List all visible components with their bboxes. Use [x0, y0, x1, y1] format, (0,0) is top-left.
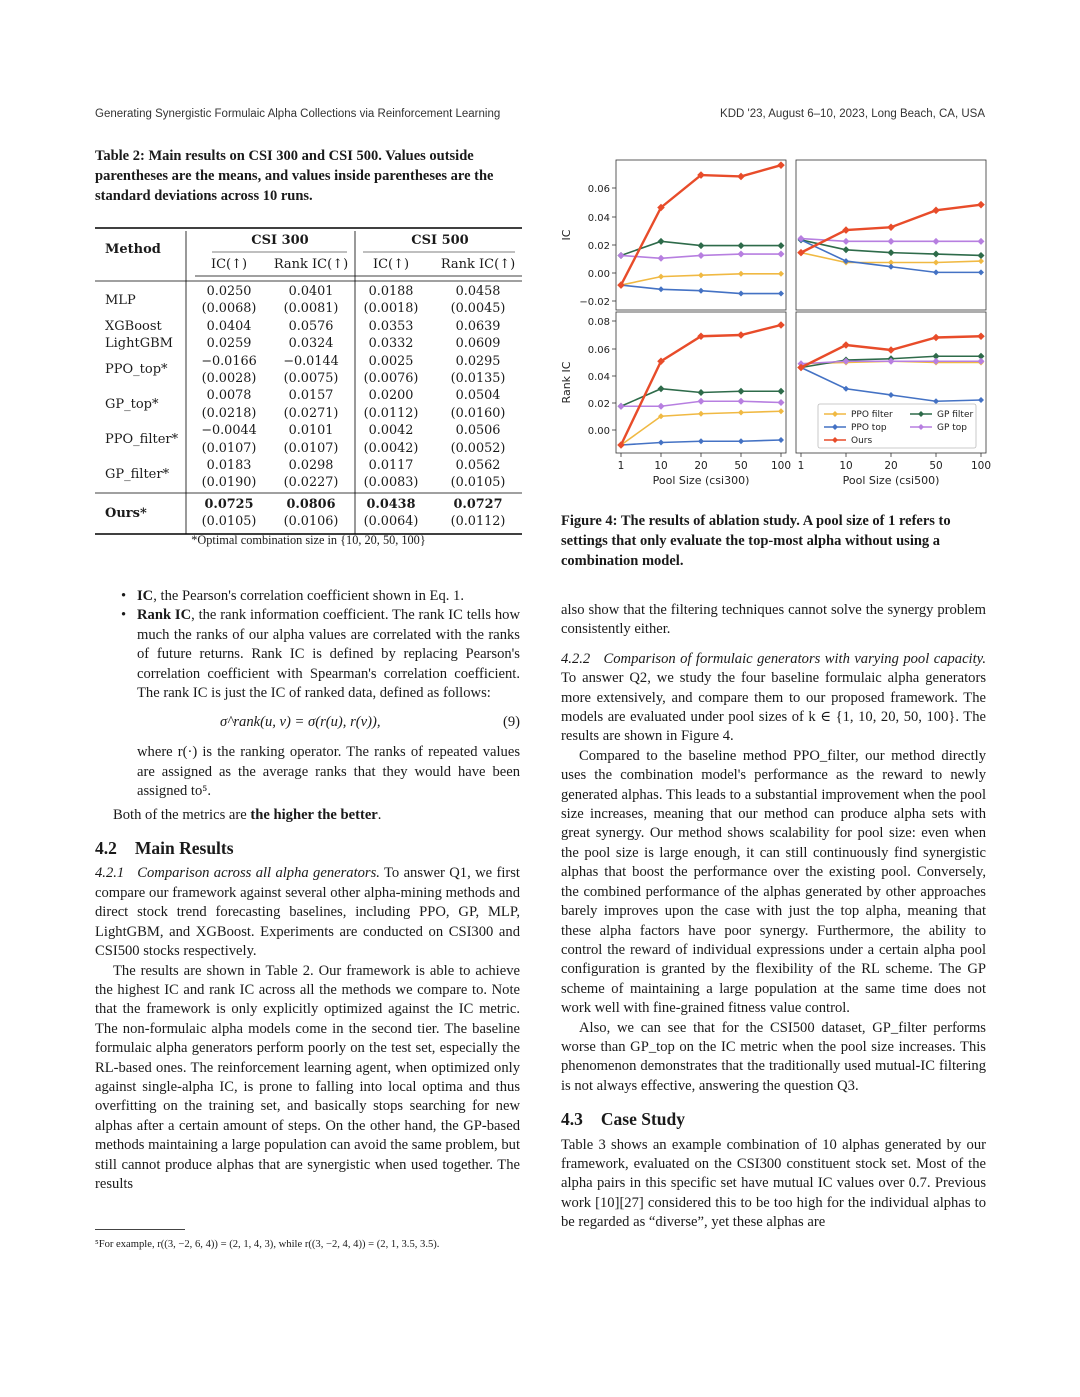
table-std-cell: (0.0218) [201, 405, 257, 421]
data-point [658, 286, 664, 292]
table-mean-cell: 0.0101 [288, 423, 334, 439]
x-tick-label: 50 [734, 460, 748, 472]
table-mean-cell: 0.0727 [453, 496, 503, 512]
series-line-ours [621, 165, 781, 285]
table-std-cell: (0.0076) [363, 371, 419, 386]
table-mean-cell: 0.0250 [206, 284, 252, 299]
data-point [658, 238, 665, 245]
table-method-cell: PPO_filter* [105, 431, 179, 447]
table-method-cell: XGBoost [105, 318, 162, 334]
table-std-cell: (0.0075) [283, 371, 339, 386]
table-subheader-ic-300: IC(↑) [210, 257, 248, 272]
data-point [737, 173, 745, 181]
table-std-cell: (0.0105) [201, 514, 257, 530]
data-point [698, 252, 705, 259]
table-mean-cell: 0.0295 [455, 353, 501, 369]
y-tick-label: 0.00 [587, 269, 610, 280]
table-method-cell: GP_filter* [105, 466, 170, 482]
data-point [977, 201, 985, 209]
data-point [778, 399, 785, 406]
table-mean-cell: 0.0576 [288, 318, 334, 334]
data-point [658, 274, 664, 280]
para-4-2-2: 4.2.2 Comparison of formulaic generators with varying pool capacity. To answer Q2, we study the four baseline formulaic alpha generators more extensively, and compare them to our proposed framework. The models are evaluated under pool sizes of k ∈ {1, 10, 20, 50, 100}. The results are shown in Figure 4. [561, 650, 986, 745]
data-point [933, 238, 940, 245]
table-std-cell: (0.0045) [450, 301, 506, 317]
data-point [932, 334, 940, 342]
metrics-line: Both of the metrics are the higher the better. [113, 806, 382, 823]
table-header-csi300: CSI 300 [251, 233, 309, 248]
x-tick-label: 1 [617, 460, 625, 472]
right-column [561, 601, 986, 1233]
data-point [933, 269, 939, 275]
table-header-csi500: CSI 500 [411, 233, 469, 248]
table-mean-cell: 0.0504 [455, 388, 501, 404]
legend-label: Ours [851, 436, 873, 446]
data-point [978, 358, 985, 365]
table-mean-cell: 0.0078 [206, 388, 252, 404]
table-mean-cell: 0.0025 [368, 353, 414, 369]
data-point [778, 291, 784, 297]
data-point [698, 288, 704, 294]
ablation-chart [556, 155, 991, 495]
x-tick-label: 100 [970, 460, 991, 472]
data-point [698, 398, 705, 405]
para-ppo-filter-compare: Compared to the baseline method PPO_filter, our method directly uses the combination model's performance as the reward to newly generated alphas. This leads to a substantial improvement when the pool size increases, meaning that our method can produce alpha sets with great synergy. Our method shows scalability for pool size: even when the pool size is large enough, it can still continuously find synergistic alphas that boost the performance over the existing pool. Conversely, the combined performance of the alphas generated by other approaches barely improves upon the case with just the top alpha, meaning that these alpha factors have poor synergy. Furthermore, the ability to control the reward of individual expressions under a certain alpha pool configuration is granted by the flexibility of the RL scheme. The GP scheme of maintaining a large population at the same time does not work well with fine-grained fitness value control. [561, 747, 986, 1017]
table-std-cell: (0.0107) [283, 440, 339, 456]
table-header-method: Method [105, 242, 161, 257]
data-point [778, 251, 785, 258]
data-point [738, 388, 745, 395]
table-mean-cell: 0.0806 [286, 496, 336, 512]
table-std-cell: (0.0068) [201, 301, 257, 317]
y-tick-label: 0.04 [587, 372, 610, 383]
data-point [698, 411, 704, 417]
table-method-cell: GP_top* [105, 397, 159, 413]
data-point [978, 397, 984, 403]
section-4-3-heading: 4.3 Case Study [561, 1109, 685, 1130]
equation-9 [95, 703, 520, 743]
data-point [933, 251, 940, 258]
data-point [698, 272, 704, 278]
table-mean-cell: 0.0639 [455, 318, 501, 334]
table-std-cell: (0.0083) [363, 475, 419, 491]
after-equation-text: where r(·) is the ranking operator. The ranks of repeated values are assigned as the average ranks that they would have been assigned to⁵. [137, 744, 520, 800]
footnote-rule [95, 1229, 185, 1230]
data-point [978, 269, 984, 275]
table-mean-cell: 0.0609 [455, 336, 501, 352]
equation-body: σ^rank(u, v) = σ(r(u), r(v)), [220, 714, 381, 731]
data-point [978, 258, 984, 264]
data-point [933, 358, 940, 365]
table-mean-cell: 0.0332 [368, 336, 414, 352]
data-point [618, 403, 625, 410]
table-mean-cell: 0.0188 [368, 284, 414, 299]
legend-label: GP filter [937, 410, 974, 420]
data-point [887, 223, 895, 231]
data-point [843, 358, 850, 365]
figure-4 [556, 155, 991, 495]
data-point [738, 291, 744, 297]
table-mean-cell: −0.0044 [201, 423, 257, 439]
table-method-cell: LightGBM [105, 336, 173, 352]
data-point [933, 260, 939, 266]
table-subheader-rankic-500: Rank IC(↑) [440, 257, 516, 272]
left-column [95, 587, 520, 1194]
table-mean-cell: 0.0401 [288, 284, 334, 299]
table-std-cell: (0.0081) [283, 301, 339, 317]
table-std-cell: (0.0028) [201, 371, 257, 386]
table-mean-cell: 0.0183 [206, 458, 252, 473]
para-gp-filter: Also, we can see that for the CSI500 dataset, GP_filter performs worse than GP_top on the IC metric when the pool size increases. This phenomenon demonstrates that the traditionally used mutual-IC filtering is not always effective, answering the question Q3. [561, 1019, 986, 1094]
table-mean-cell: 0.0117 [368, 458, 414, 473]
table-mean-cell: 0.0259 [206, 336, 252, 352]
y-tick-label: 0.06 [587, 345, 610, 356]
table-std-cell: (0.0135) [450, 371, 506, 386]
y-tick-label: 0.06 [587, 184, 610, 195]
data-point [738, 242, 745, 249]
table-footnote: *Optimal combination size in {10, 20, 50, 100} [191, 533, 426, 547]
table-std-cell: (0.0106) [283, 514, 339, 530]
table-std-cell: (0.0271) [283, 405, 339, 421]
table-mean-cell: 0.0562 [455, 458, 501, 473]
data-point [843, 386, 849, 392]
x-tick-label: 10 [839, 460, 853, 472]
table-std-cell: (0.0160) [450, 405, 506, 421]
table-mean-cell: 0.0353 [368, 318, 414, 334]
table-method-cell: Ours* [105, 505, 147, 521]
table-std-cell: (0.0064) [363, 514, 419, 530]
data-point [618, 252, 625, 259]
table-mean-cell: 0.0324 [288, 336, 334, 352]
legend-label: PPO filter [851, 410, 893, 420]
data-point [888, 392, 894, 398]
table-mean-cell: 0.0438 [366, 496, 416, 512]
data-point [933, 398, 939, 404]
x-tick-label: 1 [797, 460, 805, 472]
data-point [778, 242, 785, 249]
legend-label: PPO top [851, 423, 887, 433]
data-point [698, 438, 704, 444]
y-tick-label: 0.08 [587, 317, 610, 328]
y-axis-label: IC [560, 229, 573, 241]
data-point [887, 346, 895, 354]
data-point [778, 437, 784, 443]
table-mean-cell: 0.0404 [206, 318, 252, 334]
data-point [738, 251, 745, 258]
x-axis-label: Pool Size (csi300) [652, 474, 750, 487]
data-point [977, 332, 985, 340]
table-std-cell: (0.0190) [201, 475, 257, 491]
running-header-venue: KDD '23, August 6–10, 2023, Long Beach, CA, USA [720, 108, 985, 120]
data-point [738, 410, 744, 416]
table-std-cell: (0.0018) [363, 301, 419, 317]
table-mean-cell: 0.0506 [455, 423, 501, 439]
table-mean-cell: 0.0200 [368, 388, 414, 404]
y-tick-label: 0.00 [587, 426, 610, 437]
table-mean-cell: −0.0166 [201, 353, 257, 369]
table-mean-cell: 0.0458 [455, 284, 501, 299]
table-mean-cell: −0.0144 [283, 353, 339, 369]
footnote-5: ⁵For example, r((3, −2, 6, 4)) = (2, 1, 4, 3), while r((3, −2, 4, 4)) = (2, 1, 3.5, 3.5). [95, 1239, 440, 1250]
table-method-cell: PPO_top* [105, 362, 168, 378]
data-point [888, 264, 894, 270]
x-axis-label: Pool Size (csi500) [842, 474, 940, 487]
chart-panel-frame [796, 160, 986, 310]
table-std-cell: (0.0105) [450, 475, 506, 491]
legend-label: GP top [937, 423, 968, 433]
table-std-cell: (0.0107) [201, 440, 257, 456]
data-point [777, 161, 785, 169]
data-point [738, 398, 745, 405]
data-point [698, 389, 705, 396]
y-tick-label: 0.02 [587, 241, 610, 252]
bullet-ic: • IC, the Pearson's correlation coefficient shown in Eq. 1. [115, 587, 520, 606]
data-point [778, 408, 784, 414]
data-point [658, 255, 665, 262]
table-subheader-ic-500: IC(↑) [372, 257, 410, 272]
table-caption: Table 2: Main results on CSI 300 and CSI 500. Values outside parentheses are the means, and values inside parentheses are the standard deviations across 10 runs. [95, 148, 494, 204]
table-std-cell: (0.0052) [450, 440, 506, 456]
data-point [932, 207, 940, 215]
x-tick-label: 100 [770, 460, 792, 472]
data-point [658, 403, 665, 410]
data-point [888, 238, 895, 245]
data-point [978, 252, 985, 259]
data-point [658, 385, 665, 392]
data-point [738, 438, 744, 444]
section-4-2-heading: 4.2 Main Results [95, 838, 234, 859]
table-std-cell: (0.0227) [283, 475, 339, 491]
table-mean-cell: 0.0157 [288, 388, 334, 404]
y-tick-label: 0.02 [587, 399, 610, 410]
table-subheader-rankic-300: Rank IC(↑) [273, 257, 349, 272]
table-body [95, 283, 522, 543]
y-axis-label: Rank IC [560, 361, 573, 404]
data-point [778, 271, 784, 277]
para-main-results: The results are shown in Table 2. Our framework is able to achieve the highest IC and rank IC across all the methods we compare to. Note that the framework is only explicitly optimized against the IC metric. The non-formulaic alpha models come in the second tier. The baseline formulaic alpha generators perform poorly on the test set, especially the RL-based ones. The reinforcement learning agent, when optimized only against single-alpha IC, is prone to falling into local optima and thus overfitting on the training set, and basically stops searching for new alphas after a certain amount of steps. On the other hand, the GP-based methods maintaining a large population can avoid the same problem, but still cannot produce alphas that are synergistic when used together. The results [95, 962, 520, 1192]
y-tick-label: −0.02 [579, 297, 610, 308]
para-case-study: Table 3 shows an example combination of 10 alphas generated by our framework, evaluated on the CSI300 constituent stock set. Most of the alpha pairs in this specific set have mutual IC values over 0.7. Previous work [10][27] considered this to be too high for the individual alphas to be regarded as “diverse”, yet these alphas are [561, 1136, 986, 1231]
data-point [737, 331, 745, 339]
table-mean-cell: 0.0298 [288, 458, 334, 473]
table-mean-cell: 0.0042 [368, 423, 414, 439]
equation-number: (9) [502, 714, 520, 731]
data-point [843, 238, 850, 245]
x-tick-label: 50 [929, 460, 943, 472]
data-point [778, 388, 785, 395]
running-header-title: Generating Synergistic Formulaic Alpha Collections via Reinforcement Learning [95, 108, 501, 120]
y-tick-label: 0.04 [587, 213, 610, 224]
data-point [843, 246, 850, 253]
para-filter-conclusion: also show that the filtering techniques cannot solve the synergy problem consistently either. [561, 602, 986, 638]
x-tick-label: 20 [884, 460, 898, 472]
figure-caption: Figure 4: The results of ablation study. A pool size of 1 refers to settings that only evaluate the top-most alpha without using a combination model. [561, 513, 951, 569]
data-point [658, 440, 664, 446]
x-tick-label: 20 [694, 460, 708, 472]
data-point [978, 238, 985, 245]
table-method-cell: MLP [105, 292, 136, 308]
table-std-cell: (0.0112) [450, 514, 506, 530]
data-point [777, 321, 785, 329]
table-mean-cell: 0.0725 [204, 496, 254, 512]
bullet-rank-ic: • Rank IC, the rank information coefficient. The rank IC tells how much the ranks of our alpha values are correlated with the ranks of future returns. Rank IC is defined by replacing Pearson's correlation coefficient with Spearman's correlation coefficient. The rank IC is just the IC of ranked data, defined as follows: [115, 606, 520, 703]
data-point [698, 242, 705, 249]
table-std-cell: (0.0042) [363, 440, 419, 456]
table-std-cell: (0.0112) [363, 405, 419, 421]
data-point [888, 249, 895, 256]
para-4-2-1: 4.2.1 Comparison across all alpha generators. To answer Q1, we first compare our framework against several other alpha-mining methods and direct stock trend forecasting baselines, including PPO, GP, MLP, LightGBM, and XGBoost. Experiments are conducted on CSI300 and CSI500 stocks respectively. [95, 865, 520, 960]
data-point [738, 271, 744, 277]
x-tick-label: 10 [654, 460, 668, 472]
